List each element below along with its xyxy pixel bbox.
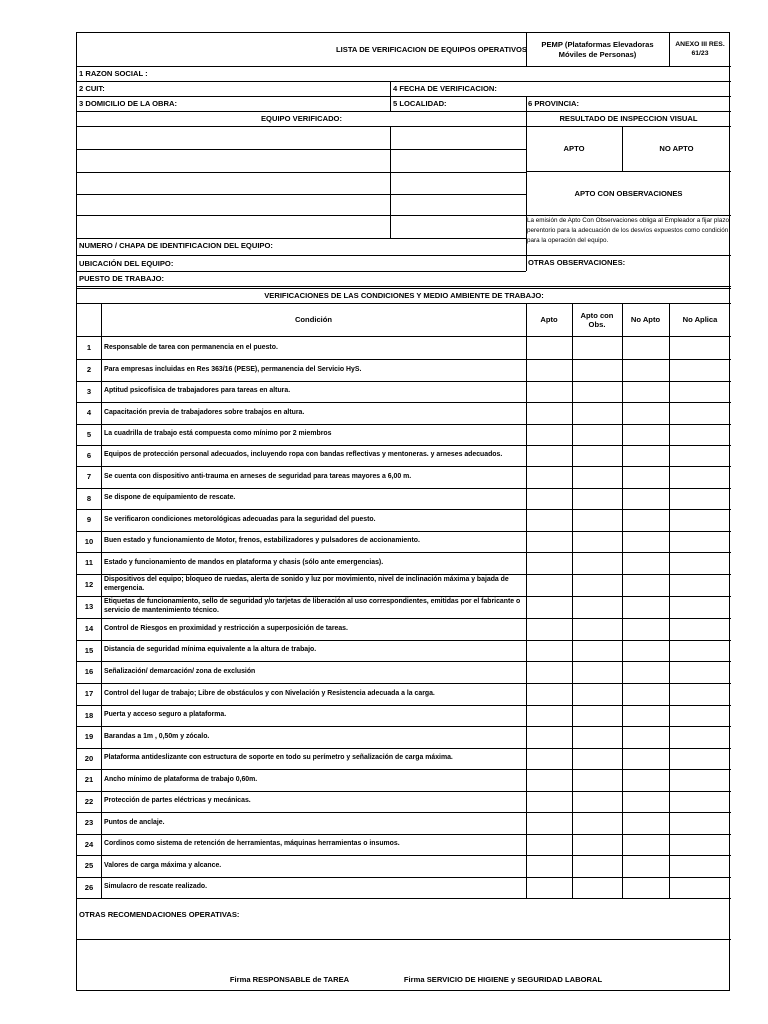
- grid-hline: [77, 748, 731, 749]
- grid-vline: [526, 33, 527, 66]
- check-cell-no-aplica[interactable]: [669, 381, 731, 402]
- row-number: 16: [84, 667, 94, 677]
- check-cell-no-apto[interactable]: [622, 445, 669, 466]
- grid-hline: [77, 66, 731, 67]
- grid-vline: [101, 303, 102, 898]
- cuit-field[interactable]: 2 CUIT:: [79, 84, 105, 94]
- check-cell-no-apto[interactable]: [622, 596, 669, 618]
- row-number: 7: [86, 472, 92, 482]
- row-condition-text: Control de Riesgos en proximidad y restricción a superposición de tareas.: [104, 624, 348, 632]
- grid-hline: [77, 381, 731, 382]
- check-cell-no-apto[interactable]: [622, 640, 669, 661]
- check-cell-no-apto[interactable]: [622, 488, 669, 509]
- row-number: 3: [86, 386, 92, 396]
- grid-hline: [77, 574, 731, 575]
- check-cell-apto-obs[interactable]: [572, 618, 622, 640]
- row-condition-text: Valores de carga máxima y alcance.: [104, 861, 222, 869]
- grid-hline: [77, 336, 731, 337]
- row-number: 17: [84, 689, 94, 699]
- row-condition-text: Buen estado y funcionamiento de Motor, frenos, estabilizadores y pulsadores de accionamiento.: [104, 537, 420, 545]
- check-cell-apto-obs[interactable]: [572, 640, 622, 661]
- ubicacion-field[interactable]: UBICACIÓN DEL EQUIPO:: [79, 258, 174, 268]
- firma-responsable: Firma RESPONSABLE de TAREA: [229, 975, 350, 985]
- check-cell-no-aplica[interactable]: [669, 445, 731, 466]
- row-number: 6: [86, 450, 92, 460]
- grid-hline: [77, 238, 526, 239]
- row-number: 21: [84, 775, 94, 785]
- check-cell-apto[interactable]: [526, 381, 572, 402]
- check-cell-no-apto[interactable]: [622, 769, 669, 791]
- row-number: 20: [84, 753, 94, 763]
- check-cell-apto[interactable]: [526, 445, 572, 466]
- check-cell-apto-obs[interactable]: [572, 748, 622, 769]
- grid-vline: [669, 303, 670, 898]
- check-cell-apto[interactable]: [526, 748, 572, 769]
- row-number: 24: [84, 839, 94, 849]
- check-cell-apto[interactable]: [526, 877, 572, 898]
- check-cell-apto[interactable]: [526, 574, 572, 596]
- row-condition-text: Control del lugar de trabajo; Libre de obstáculos y con Nivelación y Resistencia adecuada a la carga.: [104, 689, 435, 697]
- check-cell-no-aplica[interactable]: [669, 424, 731, 445]
- verification-form: [76, 32, 730, 991]
- check-cell-no-apto[interactable]: [622, 359, 669, 381]
- check-cell-no-aplica[interactable]: [669, 705, 731, 726]
- check-cell-no-apto[interactable]: [622, 661, 669, 683]
- grid-hline: [77, 791, 731, 792]
- check-cell-apto[interactable]: [526, 812, 572, 834]
- check-cell-apto-obs[interactable]: [572, 445, 622, 466]
- row-condition-text: Se dispone de equipamiento de rescate.: [104, 494, 236, 502]
- resultado-header: RESULTADO DE INSPECCION VISUAL: [559, 114, 698, 124]
- check-cell-apto[interactable]: [526, 488, 572, 509]
- grid-hline: [77, 402, 731, 403]
- check-cell-apto-obs[interactable]: [572, 488, 622, 509]
- otras-observaciones-field[interactable]: OTRAS OBSERVACIONES:: [528, 258, 626, 268]
- check-cell-no-apto[interactable]: [622, 683, 669, 705]
- grid-hline: [77, 618, 731, 619]
- check-cell-apto-obs[interactable]: [572, 791, 622, 812]
- row-condition-text: Aptitud psicofísica de trabajadores para tareas en altura.: [104, 387, 291, 395]
- grid-hline: [526, 215, 731, 216]
- check-cell-no-aplica[interactable]: [669, 574, 731, 596]
- check-cell-apto[interactable]: [526, 834, 572, 855]
- row-condition-text: Barandas a 1m , 0,50m y zócalo.: [104, 732, 210, 740]
- row-condition-text: Ancho mínimo de plataforma de trabajo 0,60m.: [104, 775, 258, 783]
- apto-obs-option[interactable]: APTO CON OBSERVACIONES: [574, 188, 683, 198]
- check-cell-apto-obs[interactable]: [572, 466, 622, 488]
- check-cell-no-apto[interactable]: [622, 466, 669, 488]
- grid-hline: [77, 111, 731, 112]
- check-cell-no-apto[interactable]: [622, 618, 669, 640]
- check-cell-apto-obs[interactable]: [572, 726, 622, 748]
- grid-hline: [77, 834, 731, 835]
- grid-vline: [622, 126, 623, 171]
- grid-hline: [77, 769, 731, 770]
- check-cell-apto-obs[interactable]: [572, 509, 622, 531]
- row-condition-text: Se verificaron condiciones metorológicas adecuadas para la seguridad del puesto.: [104, 515, 376, 523]
- checklist-title: VERIFICACIONES DE LAS CONDICIONES Y MEDIO AMBIENTE DE TRABAJO:: [264, 291, 544, 301]
- row-number: 25: [84, 861, 94, 871]
- grid-hline: [77, 640, 731, 641]
- grid-vline: [669, 33, 670, 66]
- check-cell-no-aplica[interactable]: [669, 359, 731, 381]
- check-cell-no-aplica[interactable]: [669, 855, 731, 877]
- check-cell-no-aplica[interactable]: [669, 531, 731, 552]
- row-condition-text: Distancia de seguridad mínima equivalente a la altura de trabajo.: [104, 646, 317, 654]
- grid-hline: [77, 215, 526, 216]
- domicilio-field[interactable]: 3 DOMICILIO DE LA OBRA:: [79, 99, 178, 109]
- row-condition-text: Para empresas incluidas en Res 363/16 (PESE), permanencia del Servicio HyS.: [104, 365, 362, 373]
- check-cell-apto-obs[interactable]: [572, 402, 622, 424]
- check-cell-no-aplica[interactable]: [669, 466, 731, 488]
- check-cell-apto-obs[interactable]: [572, 855, 622, 877]
- check-cell-no-aplica[interactable]: [669, 596, 731, 618]
- check-cell-no-aplica[interactable]: [669, 402, 731, 424]
- grid-hline: [77, 509, 731, 510]
- row-condition-text: Plataforma antideslizante con estructura de soporte en todo su perímetro y señalización de carga máxima.: [104, 754, 453, 762]
- row-condition-text: Responsable de tarea con permanencia en el puesto.: [104, 343, 278, 351]
- row-number: 11: [84, 558, 94, 568]
- check-cell-apto[interactable]: [526, 466, 572, 488]
- check-cell-no-apto[interactable]: [622, 402, 669, 424]
- row-number: 23: [84, 818, 94, 828]
- grid-vline: [622, 303, 623, 898]
- grid-hline: [77, 194, 526, 195]
- col-condicion: Condición: [294, 315, 333, 325]
- check-cell-apto-obs[interactable]: [572, 337, 622, 359]
- check-cell-apto-obs[interactable]: [572, 381, 622, 402]
- check-cell-apto-obs[interactable]: [572, 834, 622, 855]
- row-condition-text: Puerta y acceso seguro a plataforma.: [104, 711, 227, 719]
- numero-chapa-field[interactable]: NUMERO / CHAPA DE IDENTIFICACION DEL EQUIPO:: [79, 241, 273, 251]
- check-cell-apto[interactable]: [526, 855, 572, 877]
- grid-vline: [390, 81, 391, 111]
- grid-hline: [77, 359, 731, 360]
- grid-hline: [77, 96, 731, 97]
- check-cell-no-aplica[interactable]: [669, 791, 731, 812]
- check-cell-apto[interactable]: [526, 683, 572, 705]
- puesto-field[interactable]: PUESTO DE TRABAJO:: [79, 274, 165, 284]
- check-cell-apto[interactable]: [526, 424, 572, 445]
- check-cell-no-aplica[interactable]: [669, 877, 731, 898]
- check-cell-apto-obs[interactable]: [572, 683, 622, 705]
- grid-hline: [77, 466, 731, 467]
- check-cell-no-aplica[interactable]: [669, 552, 731, 574]
- row-condition-text: Estado y funcionamiento de mandos en plataforma y chasis (sólo ante emergencias).: [104, 558, 384, 566]
- grid-hline: [77, 126, 731, 127]
- row-number: 14: [84, 624, 94, 634]
- grid-hline: [77, 445, 731, 446]
- check-cell-apto-obs[interactable]: [572, 359, 622, 381]
- row-number: 8: [86, 493, 92, 503]
- check-cell-no-apto[interactable]: [622, 337, 669, 359]
- check-cell-no-aplica[interactable]: [669, 834, 731, 855]
- check-cell-apto[interactable]: [526, 618, 572, 640]
- firma-hys: Firma SERVICIO DE HIGIENE y SEGURIDAD LABORAL: [403, 975, 603, 985]
- check-cell-no-apto[interactable]: [622, 552, 669, 574]
- check-cell-no-apto[interactable]: [622, 791, 669, 812]
- grid-hline: [77, 172, 526, 173]
- grid-vline: [526, 96, 527, 111]
- row-condition-text: La cuadrilla de trabajo está compuesta como mínimo por 2 miembros: [104, 430, 332, 438]
- check-cell-no-aplica[interactable]: [669, 618, 731, 640]
- razon-social-field[interactable]: 1 RAZON SOCIAL :: [79, 69, 148, 79]
- grid-hline: [77, 303, 731, 304]
- check-cell-no-aplica[interactable]: [669, 683, 731, 705]
- grid-hline: [77, 812, 731, 813]
- check-cell-no-apto[interactable]: [622, 531, 669, 552]
- localidad-field[interactable]: 5 LOCALIDAD:: [393, 99, 447, 109]
- equipo-header: EQUIPO VERIFICADO:: [260, 114, 342, 124]
- grid-hline: [77, 855, 731, 856]
- row-condition-text: Puntos de anclaje.: [104, 818, 165, 826]
- row-number: 15: [84, 645, 94, 655]
- anexo-label: ANEXO III RES. 61/23: [675, 41, 725, 57]
- check-cell-apto[interactable]: [526, 769, 572, 791]
- row-condition-text: Dispositivos del equipo; bloqueo de ruedas, alerta de sonido y luz por movimiento, nivel de inclinación máxima y bajada de emergencia.: [104, 576, 509, 592]
- col-no-aplica: No Aplica: [682, 315, 718, 325]
- check-cell-no-apto[interactable]: [622, 574, 669, 596]
- row-condition-text: Se cuenta con dispositivo anti-trauma en arneses de seguridad para tareas mayores a 6,00 m.: [104, 472, 412, 480]
- fecha-field[interactable]: 4 FECHA DE VERIFICACION:: [393, 84, 497, 94]
- check-cell-apto-obs[interactable]: [572, 531, 622, 552]
- grid-hline: [77, 531, 731, 532]
- check-cell-apto-obs[interactable]: [572, 877, 622, 898]
- grid-hline: [77, 288, 731, 289]
- row-number: 10: [84, 536, 94, 546]
- grid-hline: [77, 149, 526, 150]
- grid-hline: [77, 81, 731, 82]
- check-cell-apto-obs[interactable]: [572, 769, 622, 791]
- check-cell-no-apto[interactable]: [622, 726, 669, 748]
- check-cell-no-apto[interactable]: [622, 834, 669, 855]
- check-cell-apto[interactable]: [526, 661, 572, 683]
- check-cell-no-aplica[interactable]: [669, 337, 731, 359]
- check-cell-no-apto[interactable]: [622, 381, 669, 402]
- check-cell-apto-obs[interactable]: [572, 661, 622, 683]
- grid-hline: [77, 424, 731, 425]
- col-no-apto: No Apto: [630, 315, 661, 325]
- check-cell-no-apto[interactable]: [622, 855, 669, 877]
- row-number: 2: [86, 365, 92, 375]
- check-cell-no-apto[interactable]: [622, 812, 669, 834]
- row-number: 12: [84, 580, 94, 590]
- apto-obs-note: La emisión de Apto Con Observaciones obliga al Empleador a fijar plazo perentorio para la adecuación de los desvíos expuestos como condición para la operación del equipo.: [527, 217, 729, 244]
- grid-hline: [77, 255, 731, 256]
- check-cell-no-aplica[interactable]: [669, 640, 731, 661]
- check-cell-apto-obs[interactable]: [572, 552, 622, 574]
- check-cell-apto[interactable]: [526, 726, 572, 748]
- grid-hline: [77, 705, 731, 706]
- grid-hline: [77, 683, 731, 684]
- check-cell-no-apto[interactable]: [622, 705, 669, 726]
- col-apto-obs: Apto con Obs.: [580, 310, 614, 329]
- grid-hline: [77, 596, 731, 597]
- grid-hline: [77, 726, 731, 727]
- grid-hline: [77, 939, 731, 940]
- apto-option[interactable]: APTO: [563, 144, 585, 154]
- check-cell-apto[interactable]: [526, 552, 572, 574]
- check-cell-apto[interactable]: [526, 509, 572, 531]
- row-condition-text: Capacitación previa de trabajadores sobre trabajos en altura.: [104, 408, 305, 416]
- check-cell-no-apto[interactable]: [622, 424, 669, 445]
- row-number: 19: [84, 732, 94, 742]
- form-title: LISTA DE VERIFICACION DE EQUIPOS OPERATIVOS: [336, 44, 527, 54]
- check-cell-no-apto[interactable]: [622, 877, 669, 898]
- check-cell-apto[interactable]: [526, 640, 572, 661]
- no-apto-option[interactable]: NO APTO: [659, 144, 694, 154]
- check-cell-apto-obs[interactable]: [572, 574, 622, 596]
- grid-hline: [77, 271, 526, 272]
- check-cell-apto-obs[interactable]: [572, 424, 622, 445]
- check-cell-apto[interactable]: [526, 402, 572, 424]
- col-apto: Apto: [540, 315, 558, 325]
- grid-hline: [77, 661, 731, 662]
- row-number: 4: [86, 408, 92, 418]
- row-condition-text: Simulacro de rescate realizado.: [104, 883, 208, 891]
- grid-hline: [77, 552, 731, 553]
- check-cell-apto[interactable]: [526, 531, 572, 552]
- grid-vline: [572, 303, 573, 898]
- check-cell-no-apto[interactable]: [622, 748, 669, 769]
- grid-hline: [77, 286, 731, 287]
- row-number: 26: [84, 882, 94, 892]
- check-cell-no-aplica[interactable]: [669, 748, 731, 769]
- otras-recomendaciones-field[interactable]: OTRAS RECOMENDACIONES OPERATIVAS:: [79, 910, 240, 920]
- row-condition-text: Etiquetas de funcionamiento, sello de seguridad y/o tarjetas de liberación al uso correspondientes, emitidas por el fabricante o servicio de mantenimiento técnico.: [104, 598, 521, 614]
- row-number: 9: [86, 515, 92, 525]
- grid-hline: [77, 877, 731, 878]
- check-cell-no-aplica[interactable]: [669, 726, 731, 748]
- check-cell-apto[interactable]: [526, 337, 572, 359]
- check-cell-apto[interactable]: [526, 359, 572, 381]
- row-number: 13: [84, 602, 94, 612]
- grid-hline: [526, 171, 731, 172]
- grid-vline: [526, 303, 527, 898]
- grid-hline: [77, 488, 731, 489]
- check-cell-no-aplica[interactable]: [669, 812, 731, 834]
- row-number: 5: [86, 429, 92, 439]
- check-cell-apto-obs[interactable]: [572, 812, 622, 834]
- check-cell-no-aplica[interactable]: [669, 661, 731, 683]
- check-cell-apto-obs[interactable]: [572, 705, 622, 726]
- check-cell-apto[interactable]: [526, 596, 572, 618]
- grid-hline: [77, 898, 731, 899]
- check-cell-apto[interactable]: [526, 791, 572, 812]
- check-cell-apto-obs[interactable]: [572, 596, 622, 618]
- row-condition-text: Señalización/ demarcación/ zona de exclusión: [104, 667, 256, 675]
- check-cell-no-aplica[interactable]: [669, 509, 731, 531]
- row-number: 18: [84, 710, 94, 720]
- row-number: 22: [84, 796, 94, 806]
- grid-vline: [526, 111, 527, 271]
- pemp-label: PEMP (Plataformas Elevadoras Móviles de Personas): [541, 40, 654, 59]
- provincia-field[interactable]: 6 PROVINCIA:: [528, 99, 580, 109]
- check-cell-no-apto[interactable]: [622, 509, 669, 531]
- row-number: 1: [86, 343, 92, 353]
- check-cell-no-aplica[interactable]: [669, 488, 731, 509]
- row-condition-text: Equipos de protección personal adecuados, incluyendo ropa con bandas reflectivas y mentoneras. y arneses adecuados.: [104, 451, 503, 459]
- row-condition-text: Protección de partes eléctricas y mecánicas.: [104, 797, 251, 805]
- row-condition-text: Cordinos como sistema de retención de herramientas, máquinas herramientas o insumos.: [104, 840, 400, 848]
- grid-vline: [390, 126, 391, 238]
- check-cell-no-aplica[interactable]: [669, 769, 731, 791]
- check-cell-apto[interactable]: [526, 705, 572, 726]
